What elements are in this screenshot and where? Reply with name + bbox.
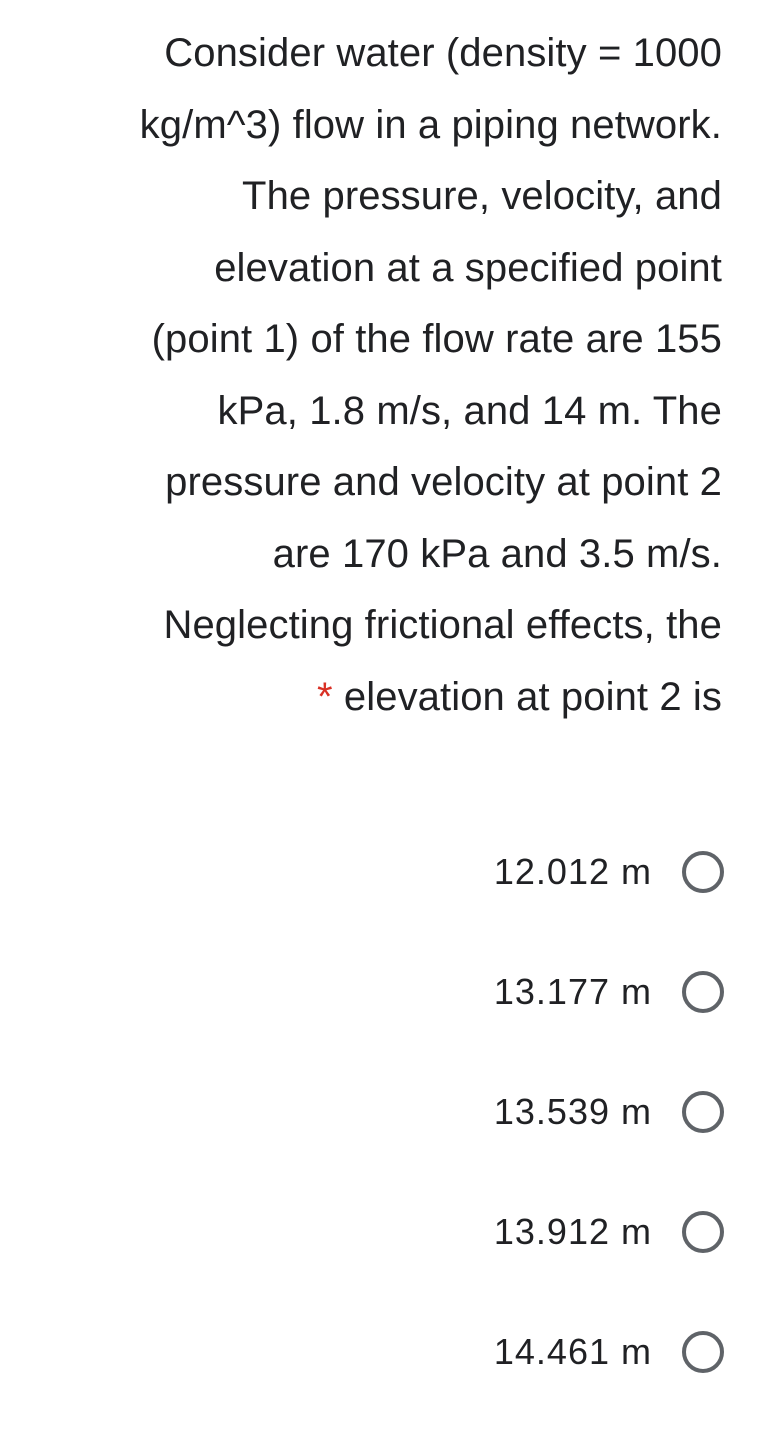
option-label: 13.539 m: [493, 1091, 652, 1132]
answer-options: [304, 812, 724, 1412]
question-line: (point 1) of the flow rate are 155: [151, 317, 722, 361]
question-line: kg/m^3) flow in a piping network.: [139, 102, 722, 147]
question-text: [2, 18, 722, 733]
option-label: 13.912 m: [493, 1211, 652, 1252]
question-line: kPa, 1.8 m/s, and 14 m. The: [217, 388, 722, 433]
required-asterisk: *: [317, 674, 333, 719]
radio-button-icon[interactable]: [682, 851, 724, 893]
question-line: elevation at a specified point: [214, 245, 722, 290]
question-line: are 170 kPa and 3.5 m/s.: [272, 531, 722, 576]
radio-button-icon[interactable]: [682, 1211, 724, 1253]
question-line-last: [2, 662, 722, 734]
radio-button-icon[interactable]: [682, 1331, 724, 1373]
question-line: elevation at point 2 is: [343, 674, 722, 719]
question-line: Neglecting frictional effects, the: [163, 603, 722, 647]
option-label: 13.177 m: [493, 971, 652, 1012]
option-12-012[interactable]: [304, 812, 724, 932]
option-13-912[interactable]: [304, 1172, 724, 1292]
option-label: 14.461 m: [493, 1331, 652, 1372]
option-13-177[interactable]: [304, 932, 724, 1052]
option-13-539[interactable]: [304, 1052, 724, 1172]
option-14-461[interactable]: [304, 1292, 724, 1412]
radio-button-icon[interactable]: [682, 971, 724, 1013]
option-label: 12.012 m: [493, 851, 652, 892]
question-line: pressure and velocity at point 2: [165, 460, 722, 504]
radio-button-icon[interactable]: [682, 1091, 724, 1133]
question-line: The pressure, velocity, and: [242, 174, 722, 218]
question-line: Consider water (density = 1000: [164, 31, 722, 75]
